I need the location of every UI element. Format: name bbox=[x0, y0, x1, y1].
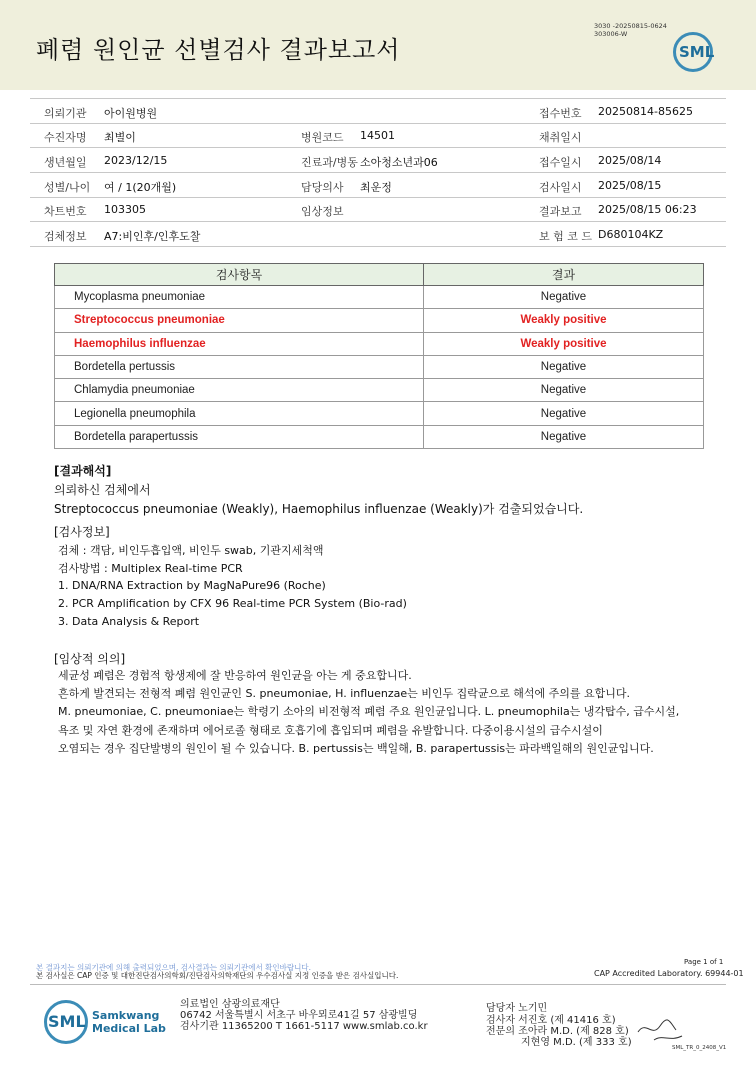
sex-age: 여 / 1(20개월) bbox=[104, 181, 177, 194]
staff-line: 전문의 조아라 M.D. (제 828 호) bbox=[486, 1026, 629, 1037]
receipt-number: 20250814-85625 bbox=[598, 105, 693, 118]
report-date: 2025/08/15 06:23 bbox=[598, 203, 697, 216]
interpretation-section: [결과해석] 의뢰하신 검체에서 Streptococcus pneumoniae (Weakly), Haemophilus influenzae (Weakly)가 검출되었습니다. bbox=[54, 464, 584, 516]
report-header: 폐렴 원인균 선별검사 결과보고서 3030 -20250815-0624 303006-W SML bbox=[0, 0, 756, 90]
table-row bbox=[55, 379, 704, 402]
form-code: SML_TR_0_2408_V1 bbox=[672, 1045, 727, 1051]
clinical-meaning-line: 욕조 및 자연 환경에 존재하며 에어로졸 형태로 호흡기에 흡입되며 폐렴을 유발합니다. 다중이용시설의 급수시설이 bbox=[58, 723, 603, 737]
table-row bbox=[55, 332, 704, 355]
divider bbox=[30, 147, 726, 148]
doctor: 최운정 bbox=[360, 181, 392, 194]
clinical-meaning-line: 세균성 폐렴은 경험적 항생제에 잘 반응하여 원인균을 아는 게 중요합니다. bbox=[58, 669, 412, 682]
table-row bbox=[55, 309, 704, 332]
test-item-name: Legionella pneumophila bbox=[55, 402, 424, 425]
test-item-name: Streptococcus pneumoniae bbox=[55, 309, 424, 332]
test-result-value: Negative bbox=[424, 286, 704, 309]
test-item-name: Haemophilus influenzae bbox=[55, 332, 424, 355]
test-info-line: 검사방법 : Multiplex Real-time PCR bbox=[58, 562, 243, 576]
specimen: A7:비인후/인후도찰 bbox=[104, 230, 201, 243]
table-row bbox=[55, 402, 704, 425]
clinical-meaning-line: 오염되는 경우 집단발병의 원인이 될 수 있습니다. B. pertussis는 백일해, B. parapertussis는 파라백일해의 원인균입니다. bbox=[58, 741, 654, 755]
column-header-result: 결과 bbox=[424, 264, 704, 286]
staff-line: 검사자 서진호 (제 41416 호) bbox=[486, 1015, 616, 1026]
institution: 아이원병원 bbox=[104, 107, 158, 120]
test-info-line: 1. DNA/RNA Extraction by MagNaPure96 (Roche) bbox=[58, 578, 326, 592]
table-row bbox=[55, 355, 704, 378]
organization-name: 의료법인 삼광의료재단 bbox=[180, 999, 280, 1010]
hospital-code: 14501 bbox=[360, 129, 395, 142]
test-item-name: Mycoplasma pneumoniae bbox=[55, 286, 424, 309]
clinical-meaning-heading: [임상적 의의] bbox=[54, 652, 126, 666]
divider bbox=[30, 123, 726, 124]
table-row bbox=[55, 286, 704, 309]
notice-line: 본 검사실은 CAP 인증 및 대한진단검사의학회/진단검사의학재단의 우수검사실 지정 인증을 받은 검사실입니다. bbox=[36, 971, 399, 980]
test-result-value: Weakly positive bbox=[424, 309, 704, 332]
test-info-line: 2. PCR Amplification by CFX 96 Real-time PCR System (Bio-rad) bbox=[58, 596, 407, 610]
divider bbox=[30, 246, 726, 247]
organization-address: 06742 서울특별시 서초구 바우뫼로41길 57 삼광빌딩 bbox=[180, 1010, 418, 1021]
divider bbox=[30, 172, 726, 173]
interpretation-text: Streptococcus pneumoniae (Weakly), Haemophilus influenzae (Weakly)가 검출되었습니다. bbox=[54, 502, 584, 516]
cap-accreditation: CAP Accredited Laboratory. 69944-01 bbox=[594, 969, 744, 978]
divider bbox=[30, 197, 726, 198]
column-header-item: 검사항목 bbox=[55, 264, 424, 286]
test-item-name: Chlamydia pneumoniae bbox=[55, 379, 424, 402]
test-info-line: 검체 : 객담, 비인두흡입액, 비인두 swab, 기관지세척액 bbox=[58, 544, 324, 557]
interpretation-heading: [결과해석] bbox=[54, 464, 112, 478]
insurance-code: D680104KZ bbox=[598, 228, 664, 241]
divider bbox=[30, 98, 726, 99]
divider bbox=[30, 984, 726, 985]
test-info-heading: [검사정보] bbox=[54, 525, 110, 539]
test-result-value: Negative bbox=[424, 402, 704, 425]
clinical-meaning-line: M. pneumoniae, C. pneumoniae는 학령기 소아의 비전형적 폐렴 주요 원인균입니다. L. pneumophila는 냉각탑수, 급수시설, bbox=[58, 705, 680, 719]
test-date: 2025/08/15 bbox=[598, 179, 662, 192]
page-title: 폐렴 원인균 선별검사 결과보고서 bbox=[36, 36, 401, 64]
date-of-birth: 2023/12/15 bbox=[104, 154, 168, 167]
report-code: 3030 -20250815-0624 303006-W bbox=[594, 22, 667, 38]
test-item-name: Bordetella parapertussis bbox=[55, 425, 424, 448]
test-item-name: Bordetella pertussis bbox=[55, 355, 424, 378]
test-result-value: Weakly positive bbox=[424, 332, 704, 355]
notice-line: 본 결과지는 의뢰기관에 의해 출력되었으며, 검사결과는 의뢰기관에서 확인바랍니다. bbox=[36, 963, 312, 972]
divider bbox=[30, 221, 726, 222]
results-table bbox=[54, 263, 704, 449]
organization-contact: 검사기관 11365200 T 1661-5117 www.smlab.co.kr bbox=[180, 1021, 428, 1032]
table-row bbox=[55, 425, 704, 448]
test-result-value: Negative bbox=[424, 379, 704, 402]
staff-line: 담당자 노기민 bbox=[486, 1003, 548, 1014]
signature-icon bbox=[634, 1012, 688, 1046]
receipt-date: 2025/08/14 bbox=[598, 154, 662, 167]
test-result-value: Negative bbox=[424, 425, 704, 448]
test-info-line: 3. Data Analysis & Report bbox=[58, 615, 200, 629]
patient-name: 최별이 bbox=[104, 131, 136, 144]
department: 소아청소년과06 bbox=[360, 156, 438, 169]
staff-line: 지현영 M.D. (제 333 호) bbox=[521, 1037, 632, 1048]
test-result-value: Negative bbox=[424, 355, 704, 378]
page-number: Page 1 of 1 bbox=[684, 958, 724, 966]
chart-number: 103305 bbox=[104, 203, 146, 216]
clinical-meaning-line: 흔하게 발견되는 전형적 폐렴 원인균인 S. pneumoniae, H. influenzae는 비인두 집락균으로 해석에 주의를 요합니다. bbox=[58, 687, 631, 701]
